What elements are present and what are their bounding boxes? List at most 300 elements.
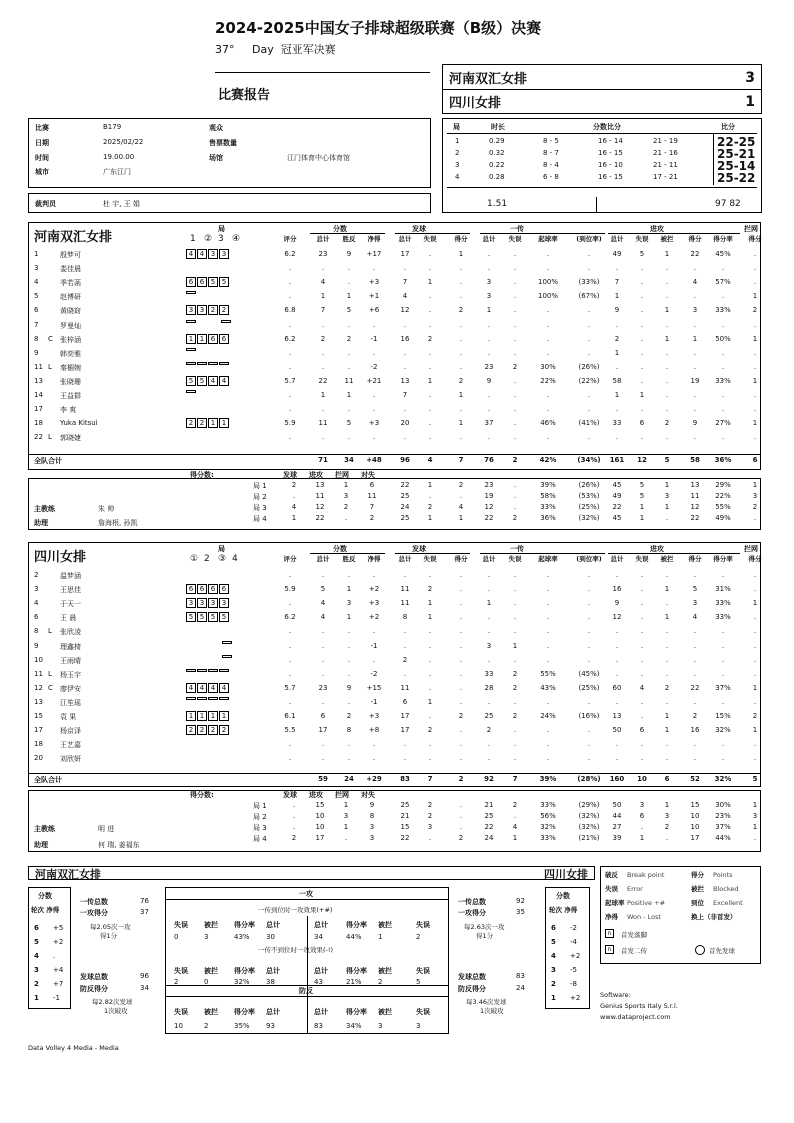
stat-b_pts: . xyxy=(753,655,757,664)
stat-wl: . xyxy=(372,433,376,442)
group-rule xyxy=(395,233,470,234)
home-sideout-ratio: 每2.05次一攻 xyxy=(90,923,131,931)
col-header-s_err: 失误 xyxy=(423,235,437,243)
set-played-label: ④ xyxy=(232,234,241,244)
set-stat-a_err: 1 xyxy=(639,503,645,511)
stat-r_tot: . xyxy=(487,613,491,622)
group-rule xyxy=(310,553,385,554)
stat-r_tot: 37 xyxy=(484,419,494,428)
stat-rating: 5.5 xyxy=(284,726,296,735)
stat-r_err: 2 xyxy=(512,362,518,371)
stat-a_err: . xyxy=(640,571,644,579)
player-name: 殷梦可 xyxy=(60,251,81,259)
stat-a_pts: . xyxy=(693,669,697,678)
set-played-label: ② xyxy=(204,234,213,244)
home-rotation-head: 轮次 净得 xyxy=(31,906,60,914)
stat-a_pct: . xyxy=(721,405,725,414)
set-stat-r_exc: (32%) xyxy=(578,823,600,831)
set-partial-16: 16 - 10 xyxy=(598,161,623,169)
player-sets xyxy=(186,390,197,393)
starting-position: 5 xyxy=(186,612,196,622)
stat-a_pts: . xyxy=(693,292,697,301)
away-team-name: 四川女排 xyxy=(449,96,502,111)
set-stat-a_err: 5 xyxy=(639,492,645,500)
stat-a_blk: . xyxy=(665,669,669,678)
stat-s_pts: . xyxy=(459,754,463,763)
stat-r_pos: 100% xyxy=(537,278,558,287)
home-serve-total: 96 xyxy=(140,972,149,980)
set-stat-s_tot: 25 xyxy=(400,801,410,809)
sideout-good-value: 44% xyxy=(346,933,362,941)
set-partial-8: 8 - 7 xyxy=(543,149,559,157)
stat-r_pos: . xyxy=(546,320,550,329)
stat-r_err: . xyxy=(513,264,517,273)
stat-tot: 1 xyxy=(320,391,326,399)
col-header-r_tot: 总计 xyxy=(482,235,496,243)
set-stat-r_pos: 56% xyxy=(540,812,556,820)
player-role: L xyxy=(48,362,52,371)
stat-r_err: . xyxy=(513,433,517,442)
starting-position: 5 xyxy=(197,612,207,622)
stat-a_pct: 32% xyxy=(715,726,731,735)
stat-tot: 22 xyxy=(318,376,328,385)
stat-tot: . xyxy=(321,627,325,636)
set-point-0: 1 xyxy=(291,514,297,522)
set-stat-a_err: 1 xyxy=(639,514,645,522)
stat-r_err: . xyxy=(513,250,517,258)
player-number: 11 xyxy=(34,669,43,678)
starting-position: 1 xyxy=(197,334,207,344)
starting-position: 5 xyxy=(186,376,196,386)
stat-s_pts: . xyxy=(459,697,463,706)
player-name: 王艺嘉 xyxy=(60,741,81,750)
col-header-r_pos: 起球率 xyxy=(538,555,558,563)
away-bp-ratio: 每3.46次发球 xyxy=(466,998,507,1006)
stat-bp: . xyxy=(347,278,351,287)
set-stat-r_exc: (29%) xyxy=(578,801,600,809)
total-b_pts: 5 xyxy=(752,775,758,783)
legend-desc: Blocked xyxy=(713,885,739,893)
stat-r_tot: . xyxy=(487,627,491,636)
stat-a_pts: . xyxy=(693,264,697,273)
set-point-3: 8 xyxy=(369,812,375,820)
stat-bp: . xyxy=(347,740,351,749)
rotation-number: 6 xyxy=(34,924,39,932)
home-recv-label: 一传总数 xyxy=(80,898,108,906)
stat-a_err: 6 xyxy=(639,419,645,428)
stat-b_pts: . xyxy=(753,348,757,357)
rotation-diff: +2 xyxy=(53,938,64,946)
col-group-attack: 进攻 xyxy=(650,545,664,553)
rotation-number: 6 xyxy=(551,924,556,932)
set-stat-a_pts: 12 xyxy=(690,503,700,511)
match-city: 广东江门 xyxy=(103,168,131,176)
stat-bp: . xyxy=(347,348,351,357)
starting-position: 1 xyxy=(208,418,218,428)
col-group-reception: 一传 xyxy=(510,545,524,553)
set-stat-r_exc: (25%) xyxy=(578,503,600,511)
col-header-a_pts: 得分 xyxy=(688,555,702,563)
round-name: 冠亚军决赛 xyxy=(280,43,336,56)
stat-s_pts: 2 xyxy=(458,376,464,385)
stat-a_pct: . xyxy=(721,433,725,442)
stat-tot: 6 xyxy=(320,712,326,720)
stat-a_blk: . xyxy=(665,754,669,763)
stat-a_blk: . xyxy=(665,641,669,650)
stat-a_pts: . xyxy=(693,655,697,664)
stat-s_err: . xyxy=(428,292,432,301)
set-label: 局 1 xyxy=(253,802,267,810)
stat-a_pct: . xyxy=(721,754,725,763)
stat-s_err: 1 xyxy=(427,613,433,622)
stat-wl: -1 xyxy=(370,641,378,650)
player-number: 14 xyxy=(34,391,43,399)
set-point-3: 3 xyxy=(369,834,375,842)
breakpoint-head: 失误 xyxy=(416,1008,430,1016)
stat-a_blk: 1 xyxy=(664,712,670,720)
player-role: C xyxy=(48,683,53,692)
stat-a_pct: 31% xyxy=(715,585,731,594)
stat-wl: +3 xyxy=(368,599,380,608)
set-stat-a_err: 1 xyxy=(639,834,645,842)
stat-a_pts: . xyxy=(693,391,697,399)
stat-a_pct: . xyxy=(721,740,725,749)
total-duration: 1.51 xyxy=(487,199,508,209)
stat-a_pct: 27% xyxy=(715,419,731,428)
set-stat-s_pts: 2 xyxy=(458,834,464,842)
first-serve-circle-icon xyxy=(695,945,705,955)
player-number: 12 xyxy=(34,683,43,692)
set-label: 局 2 xyxy=(253,493,267,501)
set-stat-r_exc: (53%) xyxy=(578,492,600,500)
set-stat-r_tot: 24 xyxy=(484,834,494,842)
stat-r_err: . xyxy=(513,726,517,735)
stat-s_pts: 1 xyxy=(458,250,464,258)
home-bp-pts: 34 xyxy=(140,984,149,992)
points-breakdown-label: 得分数: xyxy=(190,791,214,799)
set-partial-21: 21 - 11 xyxy=(653,161,678,169)
set-point-1: 22 xyxy=(315,514,325,522)
points-head: 进攻 xyxy=(309,471,323,479)
set-score: 25-21 xyxy=(717,147,756,161)
stat-a_blk: 1 xyxy=(664,613,670,622)
stat-b_pts: . xyxy=(753,627,757,636)
stat-a_pts: . xyxy=(693,754,697,763)
breakpoint-head: 得分率 xyxy=(346,1008,367,1016)
starting-position: 1 xyxy=(186,334,196,344)
stat-s_pts: . xyxy=(459,405,463,414)
sideout-bad-title: 一传不到位时一攻效果(-!) xyxy=(258,946,334,954)
stat-r_err: . xyxy=(513,278,517,287)
stat-a_pts: 16 xyxy=(690,726,700,735)
rotation-number: 1 xyxy=(551,994,556,1002)
stat-s_pts: . xyxy=(459,292,463,301)
starting-position: 4 xyxy=(208,376,218,386)
stat-s_err: . xyxy=(428,264,432,273)
stat-s_tot: . xyxy=(403,641,407,650)
stat-s_tot: 20 xyxy=(400,419,410,428)
stat-r_tot: . xyxy=(487,348,491,357)
stat-s_pts: . xyxy=(459,585,463,594)
set-stat-s_err: 3 xyxy=(427,823,433,831)
sideout-good-head: 被拦 xyxy=(204,921,218,929)
stat-a_blk: 1 xyxy=(664,306,670,315)
set-stat-a_pts: 15 xyxy=(690,801,700,809)
set-stat-s_err: 2 xyxy=(427,812,433,820)
stat-b_pts: . xyxy=(753,571,757,579)
stat-r_pos: . xyxy=(546,641,550,650)
stat-tot: 17 xyxy=(318,726,328,735)
stat-a_tot: . xyxy=(615,405,619,414)
stat-a_pct: 33% xyxy=(715,599,731,608)
stat-s_pts: 1 xyxy=(458,391,464,399)
col-group-block: 拦网 xyxy=(744,545,758,553)
stat-r_err: . xyxy=(513,292,517,301)
home-sideout-ratio-b: 得1分 xyxy=(100,932,118,940)
stat-a_tot: 58 xyxy=(612,376,622,385)
away-sets-won: 1 xyxy=(745,94,755,110)
stat-a_tot: . xyxy=(615,740,619,749)
player-number: 6 xyxy=(34,306,39,315)
rotation-number: 4 xyxy=(34,952,39,960)
stat-a_blk: . xyxy=(665,697,669,706)
substitute-bar-icon xyxy=(186,291,196,294)
away-coach-label: 主教练 xyxy=(34,825,55,833)
stat-a_pts: 22 xyxy=(690,250,700,258)
stat-tot: . xyxy=(321,320,325,329)
set-stat-s_err: 2 xyxy=(427,801,433,809)
stat-r_exc: . xyxy=(587,405,591,414)
libero-bar-icon xyxy=(197,669,207,672)
set-stat-a_pct: 29% xyxy=(715,481,731,489)
points-head: 发球 xyxy=(283,791,297,799)
total-r_exc: (28%) xyxy=(577,775,601,783)
player-name: 秦楣婉 xyxy=(60,363,81,372)
stat-a_err: 6 xyxy=(639,726,645,735)
stat-a_pts: 4 xyxy=(692,278,698,287)
stat-a_tot: . xyxy=(615,655,619,664)
stat-a_err: 4 xyxy=(639,683,645,692)
stat-r_exc: (16%) xyxy=(578,712,600,720)
player-name: 季若菡 xyxy=(60,279,81,288)
player-role: L xyxy=(48,669,52,678)
set-point-2: 3 xyxy=(343,812,349,820)
player-number: 18 xyxy=(34,419,43,428)
stat-s_err: . xyxy=(428,627,432,636)
set-stat-s_pts: 1 xyxy=(458,514,464,522)
substitute-bar-icon xyxy=(221,320,231,323)
total-wl: +48 xyxy=(366,456,382,464)
stat-tot: 23 xyxy=(318,250,328,258)
set-stat-a_tot: 50 xyxy=(612,801,622,809)
breakpoint-value: 83 xyxy=(314,1022,323,1030)
sideout-good-value: 43% xyxy=(234,933,250,941)
stat-a_blk: . xyxy=(665,627,669,636)
stat-bp: 1 xyxy=(346,391,352,399)
set-stat-b_pts: 1 xyxy=(752,481,758,489)
legend-key: 净得 xyxy=(605,913,618,921)
rotation-number: 2 xyxy=(551,980,556,988)
player-name: 袁 果 xyxy=(60,713,77,721)
set-point-2: 2 xyxy=(343,503,349,511)
rotation-diff: +7 xyxy=(53,980,64,988)
stat-bp: . xyxy=(347,627,351,636)
set-stat-r_err: 4 xyxy=(512,823,518,831)
set-stat-a_pts: 11 xyxy=(690,492,700,500)
stat-s_err: . xyxy=(428,754,432,763)
stat-tot: . xyxy=(321,740,325,749)
stat-a_blk: . xyxy=(665,740,669,749)
total-s_pts: 2 xyxy=(458,775,464,783)
starting-position: 2 xyxy=(219,305,229,315)
stat-rating: . xyxy=(288,362,292,371)
stat-b_pts: . xyxy=(753,362,757,371)
stat-a_blk: 1 xyxy=(664,250,670,258)
rotation-number: 1 xyxy=(34,994,39,1002)
set-stat-s_err: 1 xyxy=(427,514,433,522)
stat-a_err: . xyxy=(640,754,644,763)
stat-wl: +3 xyxy=(368,712,380,720)
stat-rating: . xyxy=(288,320,292,329)
col-group-set: 局 xyxy=(218,545,225,553)
breakpoint-head: 得分率 xyxy=(234,1008,255,1016)
stat-s_err: . xyxy=(428,362,432,371)
stat-bp: 1 xyxy=(346,613,352,622)
stat-a_pct: . xyxy=(721,348,725,357)
stat-b_pts: . xyxy=(753,278,757,287)
set-stat-a_pct: 23% xyxy=(715,812,731,820)
set-stat-a_err: . xyxy=(640,823,644,831)
starting-position: 6 xyxy=(219,334,229,344)
player-name: 娄佳晨 xyxy=(60,265,81,274)
stat-a_tot: . xyxy=(615,433,619,442)
player-number: 22 xyxy=(34,433,43,442)
stat-r_err: . xyxy=(513,613,517,622)
set-point-3: 6 xyxy=(369,481,375,489)
sideout-good-head: 得分率 xyxy=(346,921,367,929)
stat-r_err: . xyxy=(513,320,517,329)
stat-b_pts: 1 xyxy=(752,599,758,608)
stat-a_pct: . xyxy=(721,669,725,678)
stat-b_pts: . xyxy=(753,405,757,414)
stat-s_pts: . xyxy=(459,599,463,608)
total-a_pts: 52 xyxy=(690,775,700,783)
stat-bp: . xyxy=(347,362,351,371)
stat-bp: 9 xyxy=(346,250,352,258)
player-name: 廖伊安 xyxy=(60,684,81,693)
group-rule xyxy=(608,233,740,234)
stat-b_pts: 1 xyxy=(752,683,758,692)
stat-s_err: 2 xyxy=(427,726,433,735)
stat-b_pts: . xyxy=(753,250,757,258)
stat-rating: . xyxy=(288,571,292,579)
stat-s_tot: 17 xyxy=(400,250,410,258)
home-assistants: 詹海根, 孙凯 xyxy=(98,519,138,527)
starting-position: 4 xyxy=(197,249,207,259)
stat-r_tot: . xyxy=(487,571,491,579)
stat-wl: -2 xyxy=(370,362,378,371)
team-total-label: 全队合计 xyxy=(34,776,62,784)
set-stat-r_exc: (21%) xyxy=(578,834,600,842)
software-label: Software: xyxy=(600,991,631,999)
stat-s_err: 1 xyxy=(427,599,433,608)
stat-wl: . xyxy=(372,627,376,636)
match-round xyxy=(215,41,336,57)
stat-a_pct: . xyxy=(721,571,725,579)
breakpoint-value: 2 xyxy=(204,1022,209,1030)
total-bp: 24 xyxy=(344,775,354,783)
total-rule xyxy=(28,773,761,774)
set-stat-a_blk: 3 xyxy=(664,492,670,500)
col-header-s_err: 失误 xyxy=(423,555,437,563)
stat-r_pos: . xyxy=(546,599,550,608)
total-r_tot: 92 xyxy=(484,775,494,783)
stat-a_pct: . xyxy=(721,655,725,664)
player-number: 3 xyxy=(34,264,39,273)
report-title: 比赛报告 xyxy=(218,88,271,103)
set-partial-21: 21 - 16 xyxy=(653,149,678,157)
col-header-s_tot: 总计 xyxy=(398,555,412,563)
stat-a_pct: . xyxy=(721,641,725,650)
stat-a_tot: . xyxy=(615,627,619,636)
set-stat-r_err: 2 xyxy=(512,514,518,522)
col-header-r_err: 失误 xyxy=(508,235,522,243)
stat-a_pct: . xyxy=(721,627,725,636)
player-number: 8 xyxy=(34,627,39,636)
starting-position: 4 xyxy=(186,683,196,693)
stat-a_blk: 1 xyxy=(664,585,670,594)
rotation-number: 4 xyxy=(551,952,556,960)
away-sideout-pts: 35 xyxy=(516,908,525,916)
sets-header-partials: 分数比分 xyxy=(593,123,621,131)
points-head: 进攻 xyxy=(309,791,323,799)
home-bp-ratio: 每2.82次发球 xyxy=(92,998,133,1006)
player-number: 11 xyxy=(34,362,43,371)
stat-r_tot: . xyxy=(487,405,491,414)
away-assistant-label: 助理 xyxy=(34,841,48,849)
stat-b_pts: . xyxy=(753,433,757,442)
stat-b_pts: . xyxy=(753,669,757,678)
stat-rating: . xyxy=(288,641,292,650)
stat-a_pts: 4 xyxy=(692,613,698,622)
set-stat-r_pos: 33% xyxy=(540,503,556,511)
starting-position: 3 xyxy=(197,598,207,608)
stat-bp: 1 xyxy=(346,585,352,594)
starting-position: 6 xyxy=(197,277,207,287)
set-duration: 0.22 xyxy=(489,161,505,169)
set-partial-21: 21 - 19 xyxy=(653,137,678,145)
set-point-3: 11 xyxy=(367,492,377,500)
stat-bp: . xyxy=(347,433,351,442)
stat-rating: 6.8 xyxy=(284,306,296,315)
rotation-diff: -5 xyxy=(570,966,577,974)
sideout-good-head: 失误 xyxy=(416,921,430,929)
stat-rating: 6.1 xyxy=(284,712,296,720)
breakpoint-value: 3 xyxy=(378,1022,383,1030)
stat-r_pos: 43% xyxy=(540,683,556,692)
player-name: 李 爽 xyxy=(60,406,77,415)
stat-tot: . xyxy=(321,405,325,414)
legend-key: 得分 xyxy=(691,871,704,879)
stat-a_pts: . xyxy=(693,627,697,636)
legend-key: 换上（非首发） xyxy=(691,913,737,921)
sideout-good-head: 总计 xyxy=(266,921,280,929)
stat-bp: . xyxy=(347,264,351,273)
stat-bp: . xyxy=(347,641,351,650)
player-name: 张梓涵 xyxy=(60,335,81,344)
stat-s_err: . xyxy=(428,740,432,749)
stat-s_pts: . xyxy=(459,740,463,749)
